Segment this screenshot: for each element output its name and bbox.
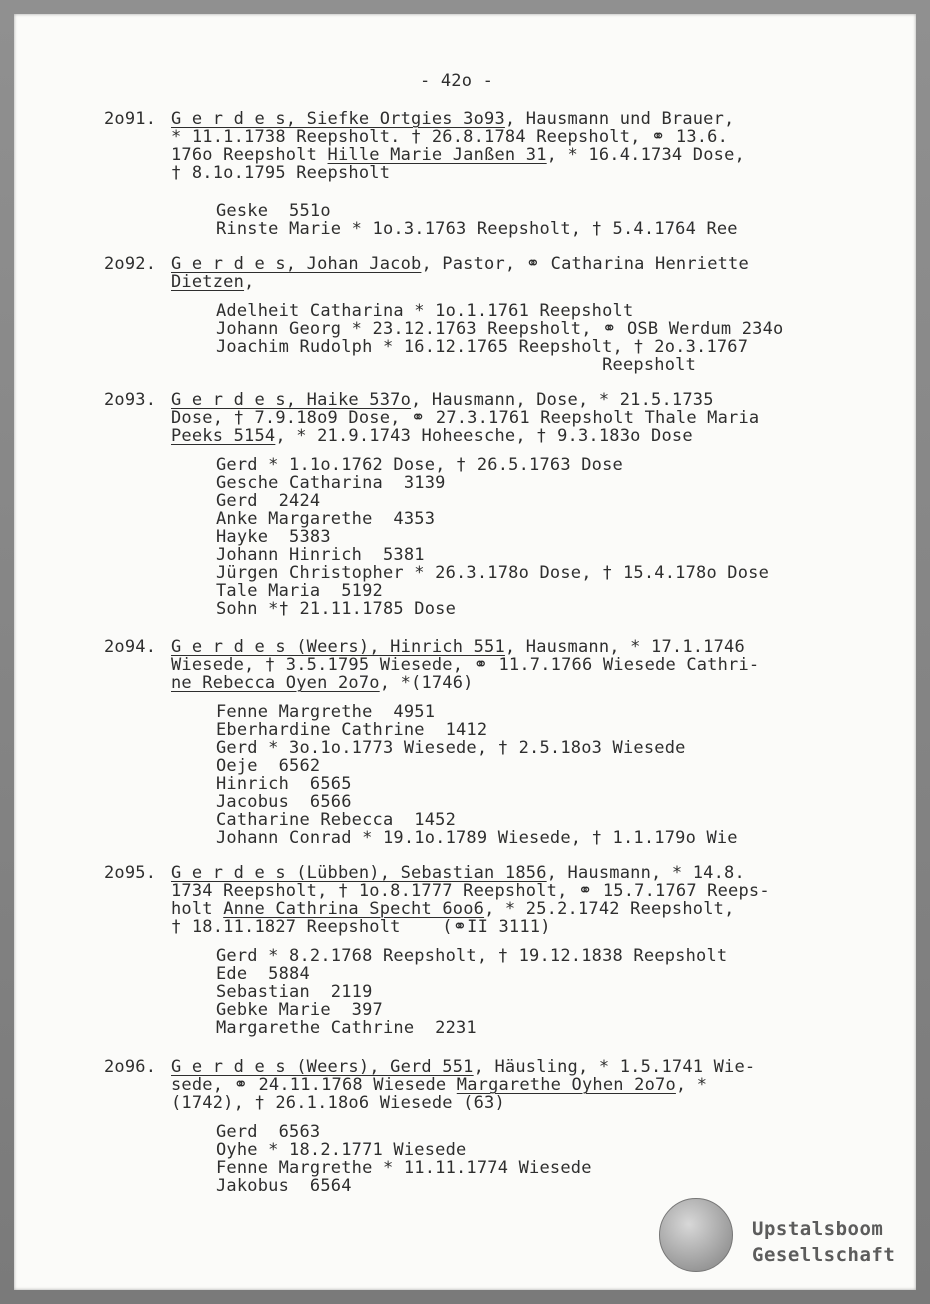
entry-text-line: Peeks 5154, * 21.9.1743 Hoheesche, † 9.3.183o Dose	[171, 426, 693, 446]
entry-text-line: ne Rebecca Oyen 2o7o, *(1746)	[171, 673, 474, 693]
entry-text-line: Dose, † 7.9.18o9 Dose, ⚭ 27.3.1761 Reepsholt Thale Maria	[171, 408, 760, 428]
child-entry: Gerd 2424	[216, 491, 321, 511]
entry-number: 2o95.	[104, 863, 157, 883]
child-entry: Jacobus 6566	[216, 792, 352, 812]
entry-text-line: G e r d e s, Haike 537o, Hausmann, Dose, * 21.5.1735	[171, 390, 714, 410]
child-entry: Geske 551o	[216, 201, 331, 221]
page-number: - 42o -	[420, 71, 494, 91]
child-entry: Hinrich 6565	[216, 774, 352, 794]
child-entry: Adelheit Catharina * 1o.1.1761 Reepsholt	[216, 301, 634, 321]
child-entry: Sebastian 2119	[216, 982, 373, 1002]
child-entry: Gebke Marie 397	[216, 1000, 383, 1020]
entry-text-line: 176o Reepsholt Hille Marie Janßen 31, * 16.4.1734 Dose,	[171, 145, 745, 165]
entry-text-line: G e r d e s (Weers), Gerd 551, Häusling, * 1.5.1741 Wie-	[171, 1057, 756, 1077]
entry-number: 2o94.	[104, 637, 157, 657]
entry-number: 2o93.	[104, 390, 157, 410]
entry-text-line: G e r d e s (Lübben), Sebastian 1856, Hausmann, * 14.8.	[171, 863, 745, 883]
entry-text-line: Dietzen,	[171, 272, 255, 292]
entry-text-line: G e r d e s (Weers), Hinrich 551, Hausmann, * 17.1.1746	[171, 637, 745, 657]
entry-number: 2o96.	[104, 1057, 157, 1077]
child-entry: Rinste Marie * 1o.3.1763 Reepsholt, † 5.4.1764 Ree	[216, 219, 738, 239]
child-entry: Gerd * 1.1o.1762 Dose, † 26.5.1763 Dose	[216, 455, 623, 475]
child-entry: Gerd 6563	[216, 1122, 321, 1142]
child-entry: Eberhardine Cathrine 1412	[216, 720, 488, 740]
entry-text-line: † 18.11.1827 Reepsholt (⚭II 3111)	[171, 917, 551, 937]
child-entry: Hayke 5383	[216, 527, 331, 547]
entry-text-line: G e r d e s, Johan Jacob, Pastor, ⚭ Catharina Henriette	[171, 254, 749, 274]
entry-text-line: 1734 Reepsholt, † 1o.8.1777 Reepsholt, ⚭ 15.7.1767 Reeps-	[171, 881, 770, 901]
child-entry: Ede 5884	[216, 964, 310, 984]
child-entry: Gerd * 8.2.1768 Reepsholt, † 19.12.1838 Reepsholt	[216, 946, 728, 966]
child-entry: Margarethe Cathrine 2231	[216, 1018, 477, 1038]
child-entry: Oyhe * 18.2.1771 Wiesede	[216, 1140, 467, 1160]
child-entry: Tale Maria 5192	[216, 581, 383, 601]
entry-text-line: G e r d e s, Siefke Ortgies 3o93, Hausmann und Brauer,	[171, 109, 735, 129]
child-entry: Reepsholt	[216, 355, 697, 375]
entry-number: 2o91.	[104, 109, 157, 129]
child-entry: Johann Conrad * 19.1o.1789 Wiesede, † 1.1.179o Wie	[216, 828, 738, 848]
child-entry: Gesche Catharina 3139	[216, 473, 446, 493]
entry-text-line: sede, ⚭ 24.11.1768 Wiesede Margarethe Oyhen 2o7o, *	[171, 1075, 708, 1095]
child-entry: Fenne Margrethe 4951	[216, 702, 436, 722]
child-entry: Anke Margarethe 4353	[216, 509, 436, 529]
entry-text-line: * 11.1.1738 Reepsholt. † 26.8.1784 Reepsholt, ⚭ 13.6.	[171, 127, 729, 147]
entry-text-line: (1742), † 26.1.18o6 Wiesede (63)	[171, 1093, 505, 1113]
child-entry: Gerd * 3o.1o.1773 Wiesede, † 2.5.18o3 Wiesede	[216, 738, 686, 758]
child-entry: Jakobus 6564	[216, 1176, 352, 1196]
entry-text-line: † 8.1o.1795 Reepsholt	[171, 163, 391, 183]
society-seal-icon	[659, 1198, 733, 1272]
child-entry: Jürgen Christopher * 26.3.178o Dose, † 15.4.178o Dose	[216, 563, 770, 583]
child-entry: Johann Georg * 23.12.1763 Reepsholt, ⚭ OSB Werdum 234o	[216, 319, 784, 339]
child-entry: Oeje 6562	[216, 756, 321, 776]
child-entry: Sohn *† 21.11.1785 Dose	[216, 599, 457, 619]
logo-line-2: Gesellschaft	[752, 1244, 896, 1266]
child-entry: Joachim Rudolph * 16.12.1765 Reepsholt, † 2o.3.1767	[216, 337, 749, 357]
entry-text-line: holt Anne Cathrina Specht 6oo6, * 25.2.1742 Reepsholt,	[171, 899, 735, 919]
logo-line-1: Upstalsboom	[752, 1218, 884, 1240]
child-entry: Johann Hinrich 5381	[216, 545, 425, 565]
entry-number: 2o92.	[104, 254, 157, 274]
child-entry: Catharine Rebecca 1452	[216, 810, 457, 830]
entry-text-line: Wiesede, † 3.5.1795 Wiesede, ⚭ 11.7.1766 Wiesede Cathri-	[171, 655, 760, 675]
child-entry: Fenne Margrethe * 11.11.1774 Wiesede	[216, 1158, 592, 1178]
